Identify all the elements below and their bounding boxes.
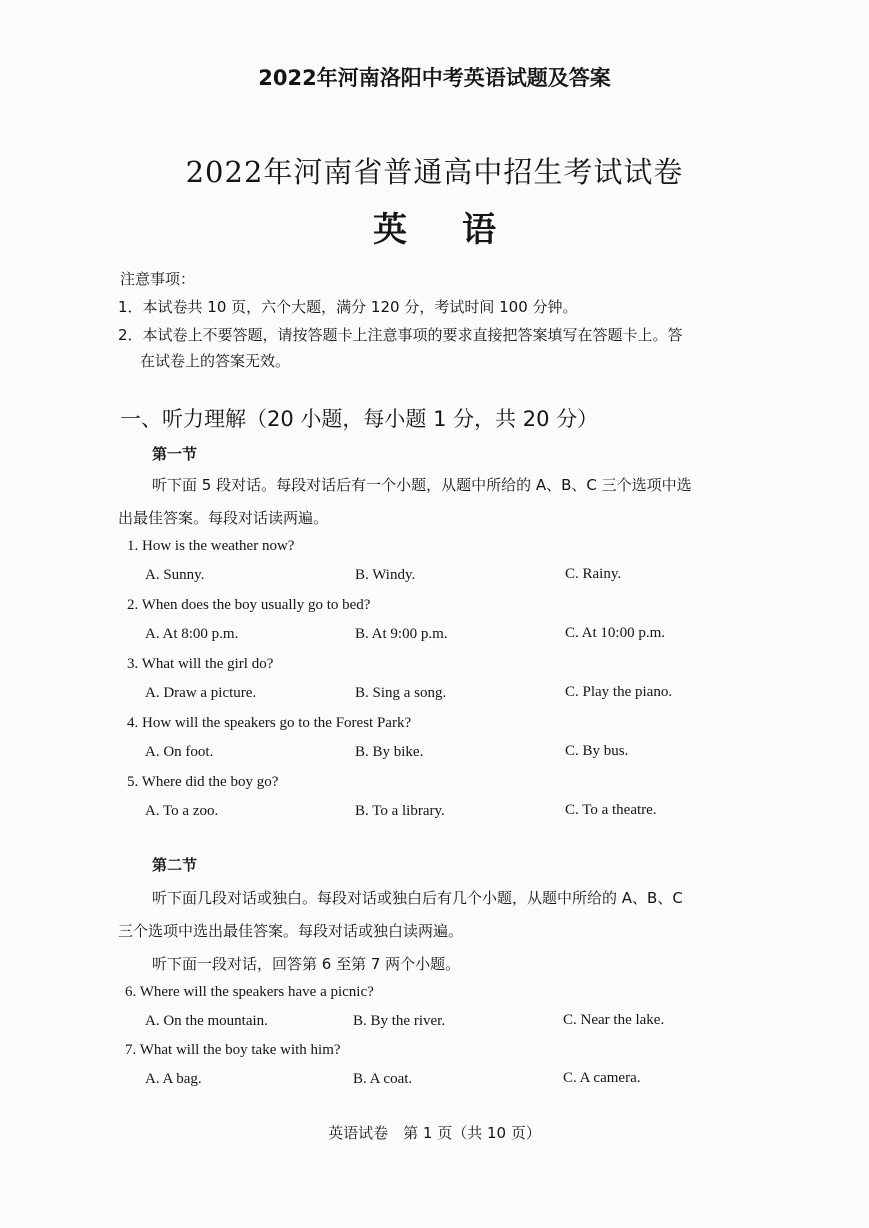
exam-title: 2022年河南省普通高中招生考试试卷 (185, 155, 684, 189)
subject-title: 英语 (373, 210, 551, 250)
question-1: 1. How is the weather now? (127, 538, 295, 554)
option-4a: A. On foot. (145, 744, 214, 760)
option-2c: C. At 10:00 p.m. (565, 625, 666, 641)
option-6c: C. Near the lake. (563, 1012, 665, 1028)
note-item-1: 1．本试卷共 10 页，六个大题，满分 120 分，考试时间 100 分钟。 (118, 298, 578, 316)
option-1a: A. Sunny. (145, 567, 205, 583)
option-7a: A. A bag. (145, 1071, 202, 1087)
question-2: 2. When does the boy usually go to bed? (127, 597, 371, 613)
option-1c: C. Rainy. (565, 566, 622, 582)
option-5c: C. To a theatre. (565, 802, 657, 818)
section-1-instructions: 听下面 5 段对话。每段对话后有一个小题，从题中所给的 A、B、C 三个选项中选 (152, 476, 692, 494)
option-4c: C. By bus. (565, 743, 629, 759)
question-5: 5. Where did the boy go? (127, 774, 279, 790)
section-1-heading: 第一节 (152, 445, 198, 463)
section-2-dialogue-instruction: 听下面一段对话，回答第 6 至第 7 两个小题。 (152, 955, 461, 973)
section-2-instructions: 听下面几段对话或独白。每段对话或独白后有几个小题，从题中所给的 A、B、C (152, 889, 683, 907)
option-3b: B. Sing a song. (355, 685, 447, 701)
option-1b: B. Windy. (355, 567, 416, 583)
option-7c: C. A camera. (563, 1070, 641, 1086)
option-5a: A. To a zoo. (145, 803, 219, 819)
question-7: 7. What will the boy take with him? (125, 1042, 341, 1058)
part-1-title: 一、听力理解（20 小题，每小题 1 分，共 20 分） (120, 407, 599, 431)
question-6: 6. Where will the speakers have a picnic? (125, 984, 374, 1000)
option-5b: B. To a library. (355, 803, 445, 819)
document-title: 2022年河南洛阳中考英语试题及答案 (258, 66, 611, 90)
notes-heading: 注意事项： (120, 270, 196, 288)
question-3: 3. What will the girl do? (127, 656, 274, 672)
option-3c: C. Play the piano. (565, 684, 673, 700)
section-2-instructions-continued: 三个选项中选出最佳答案。每段对话或独白读两遍。 (118, 922, 464, 940)
option-7b: B. A coat. (353, 1071, 413, 1087)
option-6b: B. By the river. (353, 1013, 446, 1029)
option-3a: A. Draw a picture. (145, 685, 257, 701)
question-4: 4. How will the speakers go to the Forest Park? (127, 715, 412, 731)
option-2b: B. At 9:00 p.m. (355, 626, 448, 642)
note-item-2-continued: 在试卷上的答案无效。 (140, 352, 291, 370)
section-2-heading: 第二节 (152, 856, 198, 874)
page-footer: 英语试卷 第 1 页（共 10 页） (328, 1124, 541, 1142)
section-1-instructions-continued: 出最佳答案。每段对话读两遍。 (118, 509, 329, 527)
option-6a: A. On the mountain. (145, 1013, 268, 1029)
note-item-2: 2．本试卷上不要答题，请按答题卡上注意事项的要求直接把答案填写在答题卡上。答 (118, 326, 683, 344)
option-2a: A. At 8:00 p.m. (145, 626, 239, 642)
option-4b: B. By bike. (355, 744, 424, 760)
